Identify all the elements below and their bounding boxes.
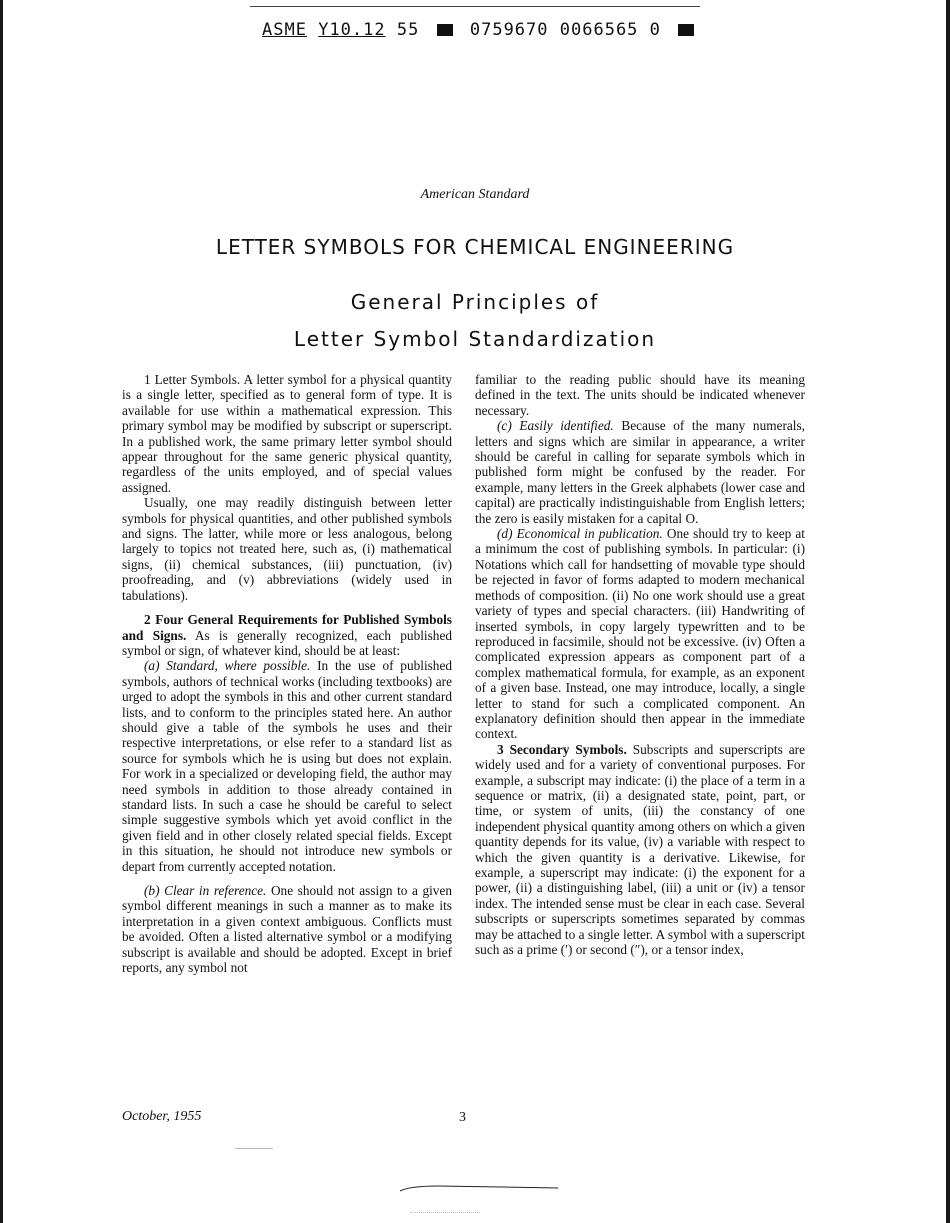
paragraph-text: Subscripts and superscripts are widely used and for a variety of conventional purposes. For example, a subscript may indicate: (i) the place of a term in a sequence or matrix, (ii) a designated state, point, part, or time, or system of units, (iii) the constancy of one independent physical quantity among others on which a given quantity depends for its value, (iv) a variable with respect to which the given quantity is a derivative. Likewise, for example, a superscript may indicate: (i) the exponent for a power, (ii) a distinguishing label, (iii) a unit or (iv) a tensor index. The intended sense must be clear in each case. Several subscripts or superscripts sometimes separated by commas may be attached to a single letter. A symbol with a superscript such as a prime (′) or second (″), or a tensor index, xyxy=(475,741,805,958)
paragraph-letter-symbols xyxy=(122,372,452,495)
footer-date: October, 1955 xyxy=(122,1109,202,1124)
scan-artifact-3 xyxy=(410,1212,480,1214)
paragraph-standard xyxy=(122,658,452,874)
scan-edge-right xyxy=(946,0,950,1223)
paragraph-text: Because of the many numerals, letters and signs which are similar in appearance, a writer should be careful in calling for separate symbols which in published form might be confused by the reader. For example, many letters in the Greek alphabets (lower case and capital) are practically indistinguishable from English letters; the zero is easily mistaken for a capital O. xyxy=(475,418,805,526)
paragraph-lead: (b) Clear in reference. xyxy=(144,883,267,898)
header-block-mark-2 xyxy=(678,24,694,36)
page-number: 3 xyxy=(459,1110,466,1125)
scan-line-top xyxy=(250,6,700,7)
scan-artifact-2 xyxy=(398,1184,558,1192)
header-code-serial-1: 0759670 xyxy=(469,20,549,40)
right-column xyxy=(475,372,805,957)
paragraph-continued: familiar to the reading public should have its meaning defined in the text. The units should be indicated whenever necessary. xyxy=(475,372,805,418)
paragraph-lead: (c) Easily identified. xyxy=(497,418,614,434)
paragraph-easily-identified xyxy=(475,418,805,526)
standard-label: American Standard xyxy=(420,187,530,202)
paragraph-lead: 1 Letter Symbols. xyxy=(144,372,241,387)
paragraph-lead: (d) Economical in publication. xyxy=(497,526,663,542)
paragraph-text: One should try to keep at a minimum the cost of publishing symbols. In particular: (i) Notations which call for handsetting of movable type should be rejected in favor of forms adapted to modern mechanical methods of composition. (ii) No one work should use a great variety of types and special characters. (iii) Handwriting of inserted symbols, in copy largely typewritten and to be reproduced in facsimile, should not be excessive. (iv) Often a complicated expression appears as component part of a complex mathematical formula, for example, as an exponent of a given base. Instead, one may introduce, locally, a single letter to stand for such a complicated component. An explanatory definition should then appear in the immediate context. xyxy=(475,526,806,742)
header-code-check: 0 xyxy=(649,20,661,40)
paragraph-lead: 3 Secondary Symbols. xyxy=(497,741,627,757)
paragraph-lead: 2 Four General Requirements for Published Symbols and Signs. xyxy=(122,612,452,643)
header-code-org: ASME xyxy=(262,20,307,40)
paragraph-text: As is generally recognized, each published symbol or sign, of whatever kind, should be at least: xyxy=(122,627,452,658)
paragraph-text: In the use of published symbols, authors of technical works (including textbooks) are urged to adopt the symbols in this and other current standard lists, and to conform to the principles stated here. An author should give a table of the symbols he uses and their respective interpretations, or else refer to a standard list as source for symbols which he is using but does not explain. For work in a specialized or developing field, the author may need symbols in addition to those already contained in standard lists. In such a case he should be careful to select simple suggestive symbols which yet avoid conflict in the given field and in other closely related special fields. Except in this situation, he should not introduce new symbols or depart from currently accepted notation. xyxy=(122,658,453,874)
paragraph-text: A letter symbol for a physical quantity is a single letter, specified as to general form of type. It is available for use within a mathematical expression. This primary symbol may be modified by subscript or superscript. In a published work, the same primary letter symbol should appear throughout for the same generic physical quantity, regardless of the units employed, and of special values assigned. xyxy=(122,372,452,495)
header-block-mark-1 xyxy=(437,24,453,36)
scan-artifact-1 xyxy=(235,1148,273,1149)
scan-edge-left xyxy=(0,0,3,1223)
header-code-year: 55 xyxy=(396,20,420,40)
paragraph-text: One should not assign to a given symbol different meanings in such a manner as to make its interpretation in a given context ambiguous. Conflicts must be avoided. Often a listed alternative symbol or a modifying subscript is available and should be adopted. Except in brief reports, any symbol not xyxy=(122,883,453,976)
paragraph-clear-in-reference xyxy=(122,883,452,975)
paragraph-lead: (a) Standard, where possible. xyxy=(144,658,311,674)
paragraph-economical xyxy=(475,526,805,742)
left-column xyxy=(122,372,452,975)
paragraph-secondary-symbols xyxy=(475,742,805,958)
section-title-line-2: Letter Symbol Standardization xyxy=(293,327,657,351)
page-title: LETTER SYMBOLS FOR CHEMICAL ENGINEERING xyxy=(215,235,735,259)
paragraph-distinguish: Usually, one may readily distinguish between letter symbols for physical quantities, and other published symbols and signs. The latter, while more or less analogous, belong largely to topics not treated here, such as, (i) mathematical signs, (ii) chemical substances, (iii) punctuation, (iv) proofreading, and (v) abbreviations (widely used in tabulations). xyxy=(122,495,452,603)
header-code-standard: Y10.12 xyxy=(318,20,386,40)
header-code-serial-2: 0066565 xyxy=(559,20,639,40)
section-title-line-1: General Principles of xyxy=(350,290,600,314)
document-code-header xyxy=(262,20,702,42)
paragraph-general-requirements xyxy=(122,612,452,658)
